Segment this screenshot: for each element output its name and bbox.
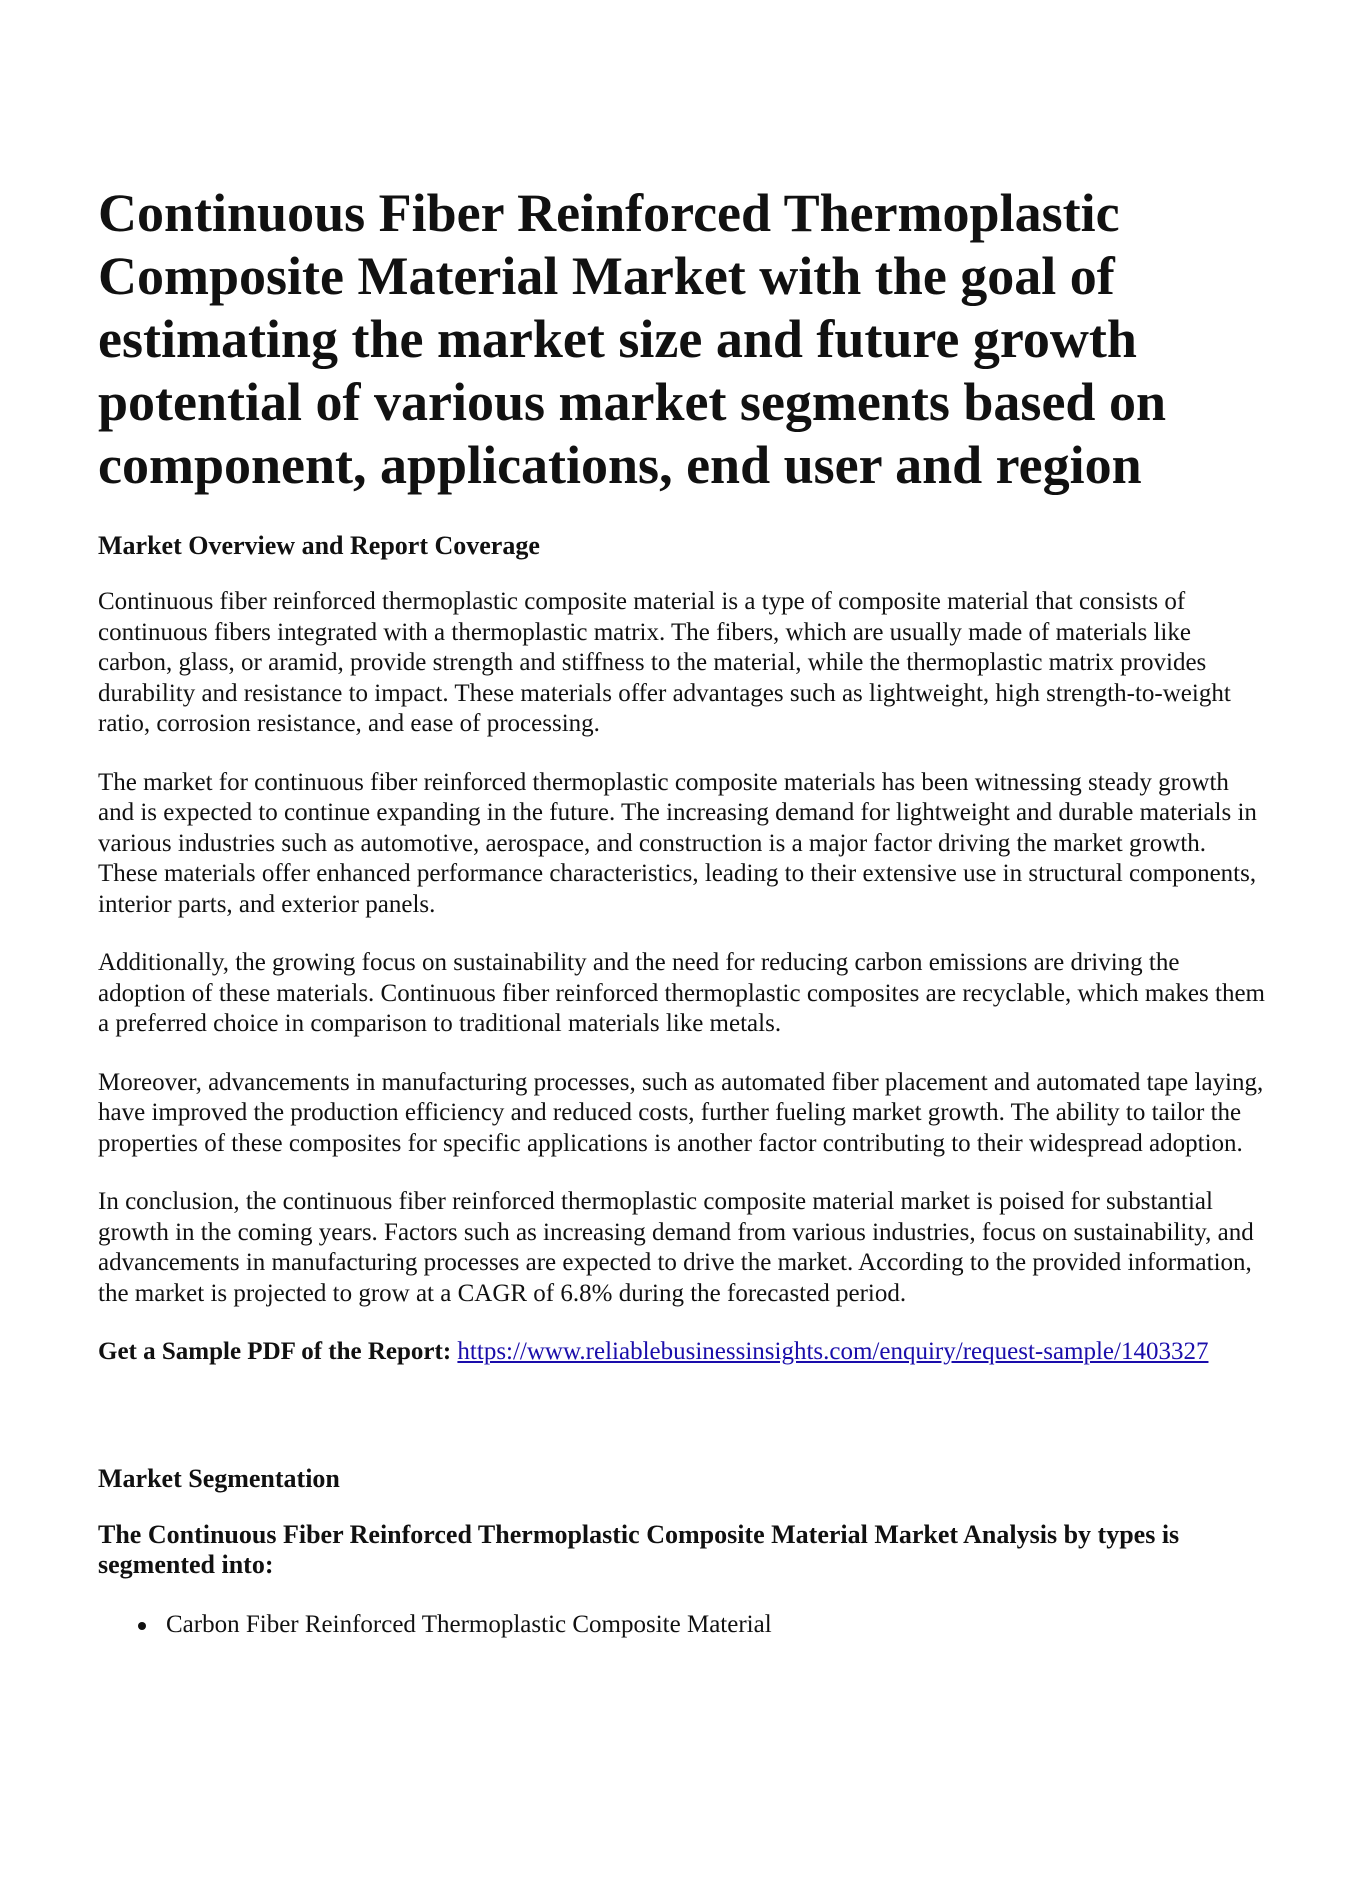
sample-pdf-link[interactable]: https://www.reliablebusinessinsights.com/enquiry/request-sample/1403327 bbox=[457, 1338, 1209, 1365]
sample-pdf-label: Get a Sample PDF of the Report: bbox=[98, 1338, 452, 1365]
paragraph: Additionally, the growing focus on sustainability and the need for reducing carbon emissions are driving the adoption of these materials. Continuous fiber reinforced thermoplastic composites are recyclable, which makes them a preferred choice in comparison to traditional materials like metals. bbox=[98, 949, 1265, 1037]
types-list bbox=[98, 1610, 1270, 1640]
document-page bbox=[98, 182, 1270, 1640]
bullet-icon bbox=[138, 1622, 146, 1630]
paragraph: Continuous fiber reinforced thermoplastic composite material is a type of composite material that consists of continuous fibers integrated with a thermoplastic matrix. The fibers, which are usually made of materials like carbon, glass, or aramid, provide strength and stiffness to the material, while the thermoplastic matrix provides durability and resistance to impact. These materials offer advantages such as lightweight, high strength-to-weight ratio, corrosion resistance, and ease of processing. bbox=[98, 588, 1231, 737]
paragraph: The market for continuous fiber reinforced thermoplastic composite materials has been witnessing steady growth and is expected to continue expanding in the future. The increasing demand for lightweight and durable materials in various industries such as automotive, aerospace, and construction is a major factor driving the market growth. These materials offer enhanced performance characteristics, leading to their extensive use in structural components, interior parts, and exterior panels. bbox=[98, 768, 1257, 918]
types-heading: The Continuous Fiber Reinforced Thermoplastic Composite Material Market Analysis by types is segmented into: bbox=[98, 1519, 1180, 1579]
paragraph: Moreover, advancements in manufacturing processes, such as automated fiber placement and automated tape laying, have improved the production efficiency and reduced costs, further fueling market growth. The ability to tailor the properties of these composites for specific applications is another factor contributing to their widespread adoption. bbox=[98, 1068, 1264, 1157]
sample-pdf-line bbox=[98, 1337, 1270, 1368]
page-title: Continuous Fiber Reinforced Thermoplastic Composite Material Market with the goal of estimating the market size and future growth potential of various market segments based on component, applications, end user and region bbox=[98, 183, 1166, 495]
segmentation-heading: Market Segmentation bbox=[98, 1463, 340, 1493]
overview-heading: Market Overview and Report Coverage bbox=[98, 531, 540, 560]
list-item bbox=[166, 1610, 1270, 1640]
list-item-label: Carbon Fiber Reinforced Thermoplastic Composite Material bbox=[166, 1610, 772, 1638]
paragraph: In conclusion, the continuous fiber reinforced thermoplastic composite material market is poised for substantial growth in the coming years. Factors such as increasing demand from various industries, focus on sustainability, and advancements in manufacturing processes are expected to drive the market. According to the provided information, the market is projected to grow at a CAGR of 6.8% during the forecasted period. bbox=[98, 1188, 1254, 1307]
